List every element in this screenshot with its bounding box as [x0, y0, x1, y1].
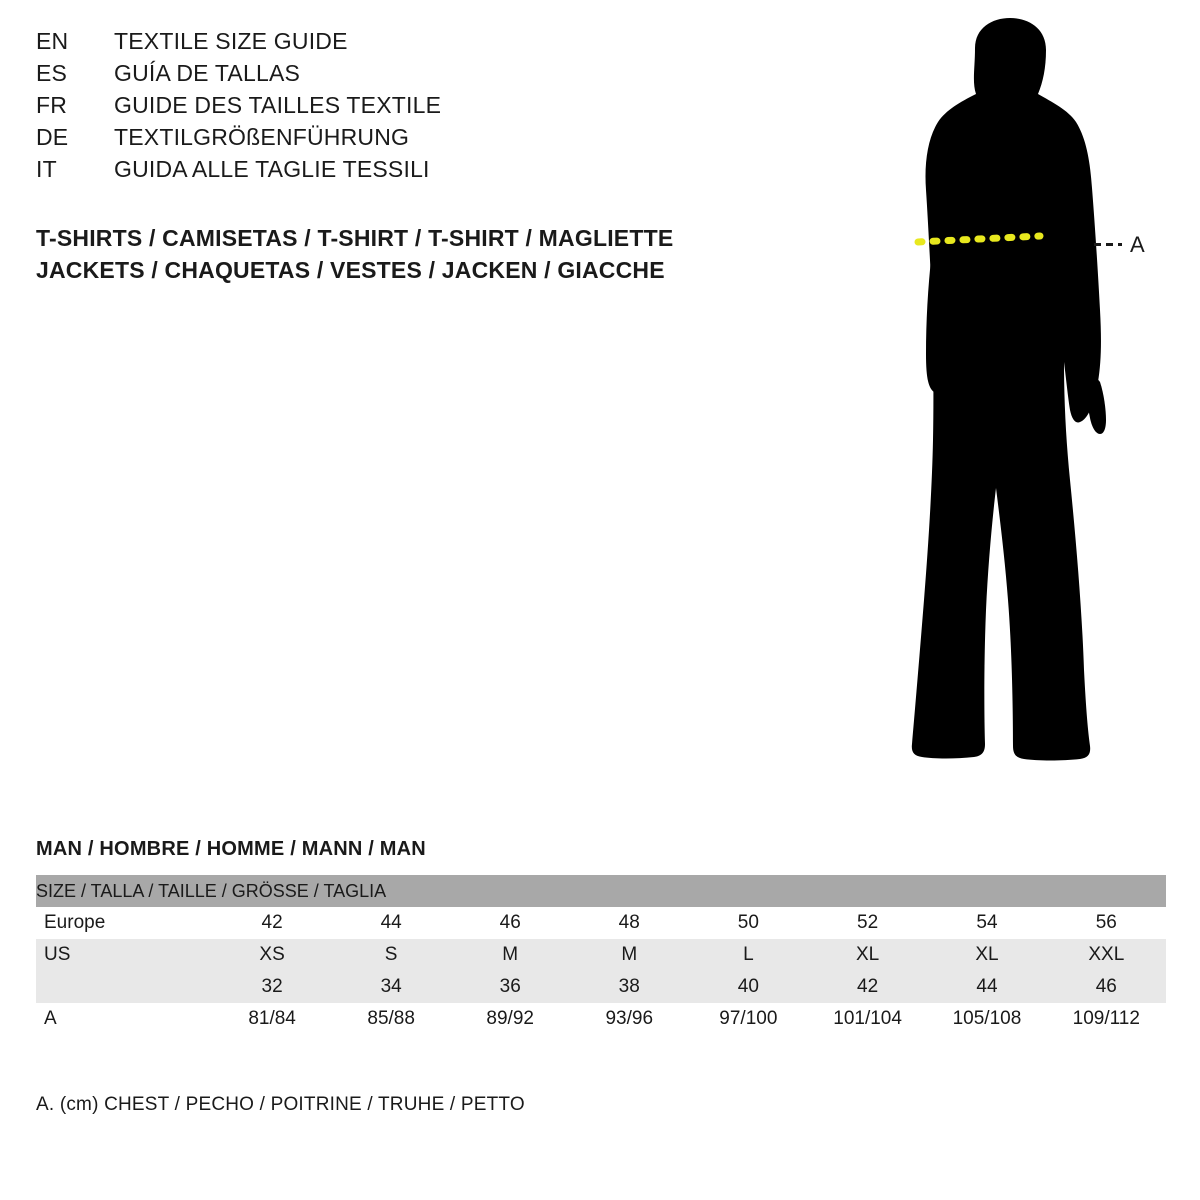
row-label-europe: Europe	[36, 907, 213, 939]
cell-value: S	[332, 939, 451, 971]
cell-value: M	[451, 939, 570, 971]
cell-value: XXL	[1047, 939, 1166, 971]
row-label-blank	[36, 971, 213, 1003]
cell-value: 44	[927, 971, 1046, 1003]
garment-line-jackets: JACKETS / CHAQUETAS / VESTES / JACKEN / GIACCHE	[36, 257, 665, 283]
cell-value: 52	[808, 907, 927, 939]
garment-line-tshirts: T-SHIRTS / CAMISETAS / T-SHIRT / T-SHIRT / MAGLIETTE	[36, 225, 674, 251]
language-row	[36, 92, 736, 124]
cell-value: XL	[808, 939, 927, 971]
cell-value: 32	[213, 971, 332, 1003]
table-row	[36, 1003, 1166, 1035]
language-row	[36, 28, 736, 60]
language-title: TEXTILGRÖßENFÜHRUNG	[114, 124, 410, 150]
language-code: IT	[36, 156, 57, 182]
language-code: ES	[36, 60, 68, 86]
cell-value: 105/108	[927, 1003, 1046, 1035]
cell-value: XS	[213, 939, 332, 971]
language-row	[36, 124, 736, 156]
cell-value: 56	[1047, 907, 1166, 939]
cell-value: 81/84	[213, 1003, 332, 1035]
language-title: TEXTILE SIZE GUIDE	[114, 28, 348, 54]
table-row	[36, 939, 1166, 971]
language-code: DE	[36, 124, 69, 150]
size-table-section	[36, 838, 1166, 1035]
cell-value: L	[689, 939, 808, 971]
row-label-us: US	[36, 939, 213, 971]
cell-value: 93/96	[570, 1003, 689, 1035]
language-title: GUÍA DE TALLAS	[114, 60, 301, 86]
language-row	[36, 60, 736, 92]
cell-value: 38	[570, 971, 689, 1003]
measure-label-a: A	[1130, 232, 1145, 257]
cell-value: 50	[689, 907, 808, 939]
table-title-man: MAN / HOMBRE / HOMME / MANN / MAN	[36, 838, 426, 860]
cell-value: 36	[451, 971, 570, 1003]
cell-value: 42	[808, 971, 927, 1003]
language-title: GUIDE DES TAILLES TEXTILE	[114, 92, 442, 118]
table-band-label: SIZE / TALLA / TAILLE / GRÖSSE / TAGLIA	[36, 875, 1166, 907]
cell-value: 101/104	[808, 1003, 927, 1035]
cell-value: 97/100	[689, 1003, 808, 1035]
figure-area	[800, 10, 1200, 800]
cell-value: 44	[332, 907, 451, 939]
footnote-chest-measurement: A. (cm) CHEST / PECHO / POITRINE / TRUHE / PETTO	[36, 1094, 525, 1115]
size-table	[36, 875, 1166, 1035]
cell-value: 85/88	[332, 1003, 451, 1035]
garment-type-list	[36, 222, 776, 286]
table-row	[36, 907, 1166, 939]
cell-value: 48	[570, 907, 689, 939]
cell-value: 34	[332, 971, 451, 1003]
table-row	[36, 971, 1166, 1003]
language-code: EN	[36, 28, 69, 54]
cell-value: 46	[1047, 971, 1166, 1003]
language-title: GUIDA ALLE TAGLIE TESSILI	[114, 156, 430, 182]
row-label-a: A	[36, 1003, 213, 1035]
language-code: FR	[36, 92, 68, 118]
cell-value: 42	[213, 907, 332, 939]
cell-value: 40	[689, 971, 808, 1003]
cell-value: 46	[451, 907, 570, 939]
cell-value: 89/92	[451, 1003, 570, 1035]
language-row	[36, 156, 736, 188]
cell-value: M	[570, 939, 689, 971]
cell-value: XL	[927, 939, 1046, 971]
cell-value: 54	[927, 907, 1046, 939]
cell-value: 109/112	[1047, 1003, 1166, 1035]
language-header-list	[36, 28, 736, 188]
measure-leader-line	[1094, 243, 1122, 246]
table-band-row	[36, 875, 1166, 907]
man-silhouette-icon	[800, 10, 1200, 800]
